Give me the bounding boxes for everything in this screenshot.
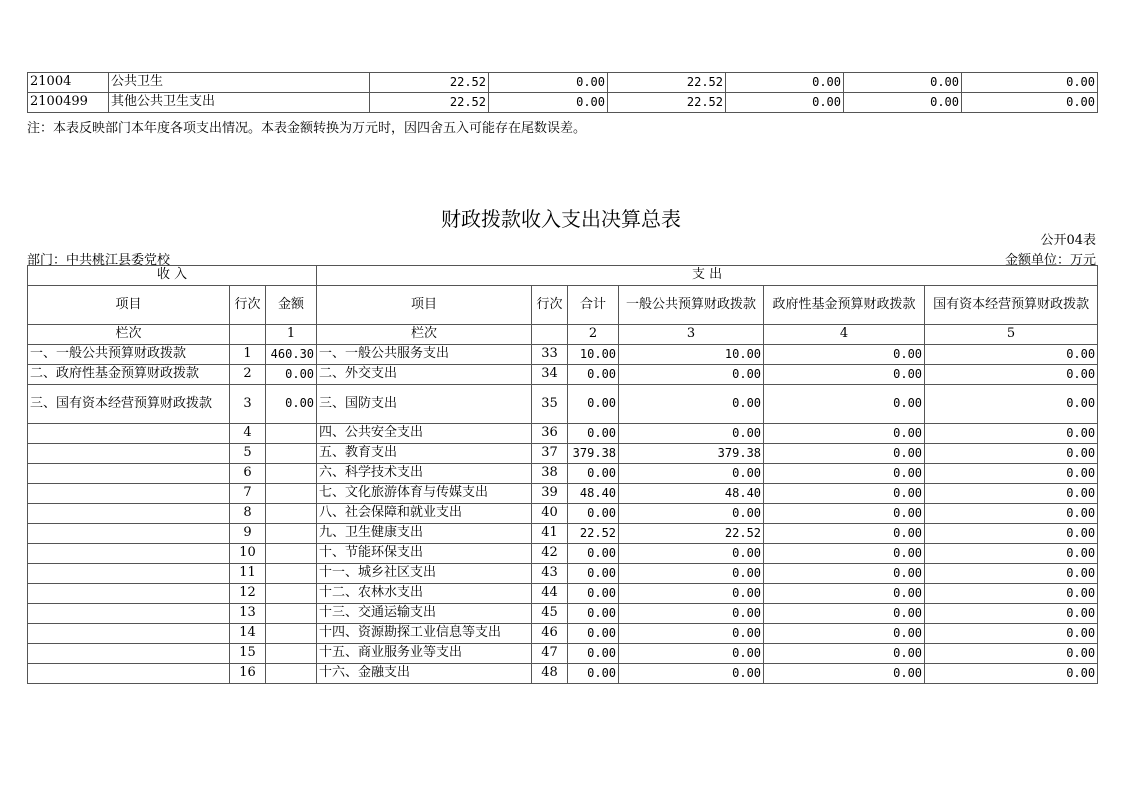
table-note: 注：本表反映部门本年度各项支出情况。本表金额转换为万元时，因四舍五入可能存在尾数误差。 — [27, 121, 587, 136]
expense-item: 四、公共安全支出 — [317, 424, 532, 444]
table-row — [28, 604, 1098, 624]
state-capital-amount: 0.00 — [925, 524, 1098, 544]
expense-row-no: 38 — [532, 464, 568, 484]
table-row — [28, 524, 1098, 544]
expense-item: 十六、金融支出 — [317, 664, 532, 684]
expense-item: 十、节能环保支出 — [317, 544, 532, 564]
amount-cell: 0.00 — [962, 73, 1098, 93]
expense-row-no: 34 — [532, 365, 568, 385]
income-row-no: 3 — [230, 385, 266, 424]
fund-budget-amount: 0.00 — [764, 365, 925, 385]
fund-budget-amount: 0.00 — [764, 424, 925, 444]
income-amount — [266, 644, 317, 664]
department-label: 部门：中共桃江县委党校 — [27, 253, 171, 268]
fund-budget-amount: 0.00 — [764, 584, 925, 604]
expense-item: 一、一般公共服务支出 — [317, 345, 532, 365]
unit-label: 金额单位：万元 — [1004, 253, 1096, 268]
amount-cell: 0.00 — [489, 93, 608, 113]
amount-cell: 22.52 — [608, 93, 726, 113]
page-title: 财政拨款收入支出决算总表 — [441, 207, 681, 231]
fund-budget-amount: 0.00 — [764, 524, 925, 544]
fund-budget-amount: 0.00 — [764, 604, 925, 624]
state-capital-amount: 0.00 — [925, 385, 1098, 424]
fund-budget-amount: 0.00 — [764, 345, 925, 365]
table-row — [28, 644, 1098, 664]
state-capital-amount: 0.00 — [925, 644, 1098, 664]
fund-budget-amount: 0.00 — [764, 544, 925, 564]
state-capital-amount: 0.00 — [925, 424, 1098, 444]
amount-cell: 0.00 — [962, 93, 1098, 113]
expense-item: 十一、城乡社区支出 — [317, 564, 532, 584]
expense-row-no-header: 行次 — [532, 286, 568, 325]
income-amount — [266, 524, 317, 544]
income-row-no-header: 行次 — [230, 286, 266, 325]
column-number-row — [28, 325, 1098, 345]
state-capital-amount: 0.00 — [925, 484, 1098, 504]
fund-budget-amount: 0.00 — [764, 664, 925, 684]
table-row — [28, 544, 1098, 564]
expense-item: 六、科学技术支出 — [317, 464, 532, 484]
col-num-2: 2 — [568, 325, 619, 345]
expense-item: 八、社会保障和就业支出 — [317, 504, 532, 524]
expense-item: 九、卫生健康支出 — [317, 524, 532, 544]
income-item: 二、政府性基金预算财政拨款 — [28, 365, 230, 385]
income-amount — [266, 444, 317, 464]
account-name: 公共卫生 — [109, 73, 370, 93]
income-item — [28, 484, 230, 504]
income-amount: 0.00 — [266, 385, 317, 424]
expense-total: 0.00 — [568, 564, 619, 584]
section-header-row — [28, 266, 1098, 286]
income-item — [28, 544, 230, 564]
expense-row-no: 45 — [532, 604, 568, 624]
income-row-no: 15 — [230, 644, 266, 664]
income-row-no: 4 — [230, 424, 266, 444]
account-name: 其他公共卫生支出 — [109, 93, 370, 113]
general-budget-amount: 10.00 — [619, 345, 764, 365]
income-amount: 460.30 — [266, 345, 317, 365]
amount-cell: 0.00 — [489, 73, 608, 93]
amount-cell: 0.00 — [726, 93, 844, 113]
state-capital-amount: 0.00 — [925, 504, 1098, 524]
general-budget-amount: 379.38 — [619, 444, 764, 464]
income-row-no: 16 — [230, 664, 266, 684]
table-row — [28, 504, 1098, 524]
expense-total: 0.00 — [568, 424, 619, 444]
general-budget-amount: 48.40 — [619, 484, 764, 504]
table-row — [28, 624, 1098, 644]
table-row — [28, 564, 1098, 584]
general-budget-amount: 22.52 — [619, 524, 764, 544]
general-budget-amount: 0.00 — [619, 564, 764, 584]
form-number: 公开04表 — [1040, 233, 1096, 248]
fiscal-summary-table — [27, 265, 1098, 684]
fund-budget-amount: 0.00 — [764, 624, 925, 644]
table-row — [28, 365, 1098, 385]
general-budget-amount: 0.00 — [619, 624, 764, 644]
income-amount — [266, 484, 317, 504]
fund-budget-amount: 0.00 — [764, 504, 925, 524]
expense-row-no: 44 — [532, 584, 568, 604]
expense-item: 二、外交支出 — [317, 365, 532, 385]
state-capital-amount: 0.00 — [925, 604, 1098, 624]
state-capital-amount: 0.00 — [925, 464, 1098, 484]
account-code: 2100499 — [28, 93, 109, 113]
expense-item-header: 项目 — [317, 286, 532, 325]
expense-item: 三、国防支出 — [317, 385, 532, 424]
amount-cell: 0.00 — [844, 93, 962, 113]
expense-row-no: 35 — [532, 385, 568, 424]
col-num-1: 1 — [266, 325, 317, 345]
expense-item: 十五、商业服务业等支出 — [317, 644, 532, 664]
income-header: 收 入 — [28, 266, 317, 286]
table-row — [28, 73, 1098, 93]
table-row — [28, 385, 1098, 424]
general-budget-amount: 0.00 — [619, 644, 764, 664]
state-capital-amount: 0.00 — [925, 584, 1098, 604]
account-code: 21004 — [28, 73, 109, 93]
col-label-2: 栏次 — [317, 325, 532, 345]
expense-item: 十四、资源勘探工业信息等支出 — [317, 624, 532, 644]
income-item — [28, 664, 230, 684]
fund-budget-amount: 0.00 — [764, 464, 925, 484]
expense-row-no: 47 — [532, 644, 568, 664]
general-budget-header: 一般公共预算财政拨款 — [619, 286, 764, 325]
state-capital-amount: 0.00 — [925, 444, 1098, 464]
income-item — [28, 604, 230, 624]
general-budget-amount: 0.00 — [619, 365, 764, 385]
expense-row-no: 39 — [532, 484, 568, 504]
expense-row-no: 33 — [532, 345, 568, 365]
expense-row-no: 37 — [532, 444, 568, 464]
expense-total: 0.00 — [568, 504, 619, 524]
expense-total: 0.00 — [568, 385, 619, 424]
state-capital-amount: 0.00 — [925, 664, 1098, 684]
expense-row-no: 43 — [532, 564, 568, 584]
expense-item: 七、文化旅游体育与传媒支出 — [317, 484, 532, 504]
general-budget-amount: 0.00 — [619, 584, 764, 604]
expense-item: 十二、农林水支出 — [317, 584, 532, 604]
general-budget-amount: 0.00 — [619, 504, 764, 524]
income-amount — [266, 464, 317, 484]
general-budget-amount: 0.00 — [619, 544, 764, 564]
income-amount — [266, 424, 317, 444]
income-amount: 0.00 — [266, 365, 317, 385]
income-row-no: 12 — [230, 584, 266, 604]
general-budget-amount: 0.00 — [619, 664, 764, 684]
income-item — [28, 424, 230, 444]
table-row — [28, 93, 1098, 113]
income-row-no: 2 — [230, 365, 266, 385]
fund-budget-header: 政府性基金预算财政拨款 — [764, 286, 925, 325]
expense-total: 0.00 — [568, 664, 619, 684]
income-row-no: 10 — [230, 544, 266, 564]
income-amount — [266, 544, 317, 564]
expense-total: 10.00 — [568, 345, 619, 365]
expense-row-no: 46 — [532, 624, 568, 644]
income-row-no: 9 — [230, 524, 266, 544]
general-budget-amount: 0.00 — [619, 464, 764, 484]
state-capital-header: 国有资本经营预算财政拨款 — [925, 286, 1098, 325]
income-item: 三、国有资本经营预算财政拨款 — [28, 385, 230, 424]
table-row — [28, 584, 1098, 604]
state-capital-amount: 0.00 — [925, 564, 1098, 584]
income-row-no: 1 — [230, 345, 266, 365]
continued-expense-table — [27, 72, 1098, 113]
income-amount — [266, 564, 317, 584]
expense-total: 0.00 — [568, 464, 619, 484]
expense-item: 五、教育支出 — [317, 444, 532, 464]
general-budget-amount: 0.00 — [619, 604, 764, 624]
expense-row-no: 48 — [532, 664, 568, 684]
table-row — [28, 464, 1098, 484]
total-header: 合计 — [568, 286, 619, 325]
income-item — [28, 564, 230, 584]
fund-budget-amount: 0.00 — [764, 444, 925, 464]
income-item: 一、一般公共预算财政拨款 — [28, 345, 230, 365]
expense-total: 0.00 — [568, 365, 619, 385]
amount-cell: 22.52 — [608, 73, 726, 93]
expense-row-no: 40 — [532, 504, 568, 524]
col-num-4: 4 — [764, 325, 925, 345]
income-row-no: 8 — [230, 504, 266, 524]
income-item — [28, 444, 230, 464]
income-item — [28, 504, 230, 524]
income-item-header: 项目 — [28, 286, 230, 325]
expense-total: 0.00 — [568, 544, 619, 564]
income-amount-header: 金额 — [266, 286, 317, 325]
income-amount — [266, 664, 317, 684]
table-row — [28, 664, 1098, 684]
income-row-no: 14 — [230, 624, 266, 644]
income-row-no: 11 — [230, 564, 266, 584]
col-label: 栏次 — [28, 325, 230, 345]
col-num-3: 3 — [619, 325, 764, 345]
expense-total: 0.00 — [568, 604, 619, 624]
expense-total: 48.40 — [568, 484, 619, 504]
expense-row-no: 36 — [532, 424, 568, 444]
income-row-no: 6 — [230, 464, 266, 484]
general-budget-amount: 0.00 — [619, 424, 764, 444]
income-item — [28, 644, 230, 664]
expense-total: 0.00 — [568, 644, 619, 664]
income-item — [28, 584, 230, 604]
fund-budget-amount: 0.00 — [764, 564, 925, 584]
income-amount — [266, 604, 317, 624]
expense-row-no: 41 — [532, 524, 568, 544]
amount-cell: 22.52 — [370, 73, 489, 93]
fund-budget-amount: 0.00 — [764, 385, 925, 424]
state-capital-amount: 0.00 — [925, 624, 1098, 644]
table-row — [28, 444, 1098, 464]
expense-total: 22.52 — [568, 524, 619, 544]
amount-cell: 0.00 — [726, 73, 844, 93]
expense-total: 0.00 — [568, 624, 619, 644]
income-amount — [266, 584, 317, 604]
income-amount — [266, 504, 317, 524]
income-item — [28, 524, 230, 544]
general-budget-amount: 0.00 — [619, 385, 764, 424]
expense-total: 379.38 — [568, 444, 619, 464]
table-row — [28, 345, 1098, 365]
income-row-no: 13 — [230, 604, 266, 624]
expense-row-no: 42 — [532, 544, 568, 564]
expense-item: 十三、交通运输支出 — [317, 604, 532, 624]
income-item — [28, 624, 230, 644]
amount-cell: 22.52 — [370, 93, 489, 113]
income-amount — [266, 624, 317, 644]
table-row — [28, 484, 1098, 504]
fund-budget-amount: 0.00 — [764, 484, 925, 504]
table-row — [28, 424, 1098, 444]
col-num-5: 5 — [925, 325, 1098, 345]
column-header-row — [28, 286, 1098, 325]
income-row-no: 5 — [230, 444, 266, 464]
state-capital-amount: 0.00 — [925, 544, 1098, 564]
state-capital-amount: 0.00 — [925, 365, 1098, 385]
fund-budget-amount: 0.00 — [764, 644, 925, 664]
amount-cell: 0.00 — [844, 73, 962, 93]
state-capital-amount: 0.00 — [925, 345, 1098, 365]
expense-header: 支 出 — [317, 266, 1098, 286]
expense-total: 0.00 — [568, 584, 619, 604]
income-row-no: 7 — [230, 484, 266, 504]
income-item — [28, 464, 230, 484]
